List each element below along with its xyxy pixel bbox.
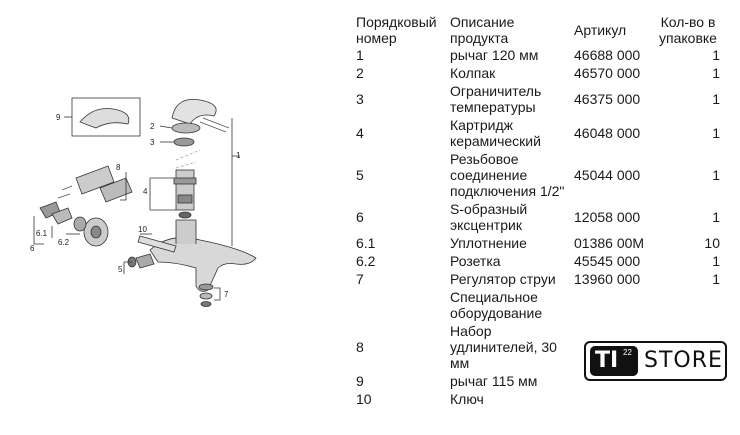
header-quantity: Кол-во в упаковке — [659, 14, 717, 46]
row-article: 45545 000 — [574, 253, 641, 269]
callout-6: 6 — [30, 244, 35, 253]
callout-5: 5 — [118, 265, 123, 274]
row-article — [574, 288, 656, 322]
cap-part — [172, 123, 200, 133]
row-quantity: 1 — [712, 65, 720, 81]
row-description: рычаг 120 мм — [450, 47, 539, 63]
row-description: Уплотнение — [450, 235, 527, 251]
threaded-connection-part — [136, 254, 154, 268]
table-row — [356, 82, 720, 116]
row-description: Резьбовое соединение подключения 1/2" — [450, 151, 565, 199]
row-quantity: 1 — [712, 253, 720, 269]
row-quantity — [656, 390, 720, 408]
logo-mark — [590, 346, 638, 376]
row-quantity: 1 — [712, 47, 720, 63]
table-row — [356, 200, 720, 234]
row-quantity: 1 — [712, 91, 720, 107]
row-number: 6.2 — [356, 253, 376, 269]
row-number: 7 — [356, 271, 364, 287]
row-article: 46688 000 — [574, 47, 641, 63]
cartridge-part — [176, 170, 194, 210]
row-number: 6 — [356, 209, 364, 225]
row-description: S-образный эксцентрик — [450, 201, 528, 233]
row-description: Регулятор струи — [450, 271, 556, 287]
row-article: 12058 000 — [574, 209, 641, 225]
row-description: Картридж керамический — [450, 117, 541, 149]
row-number: 4 — [356, 125, 364, 141]
temperature-limiter-part — [174, 138, 194, 146]
row-quantity: 1 — [712, 167, 720, 183]
row-description: рычаг 115 мм — [450, 373, 538, 389]
row-number: 8 — [356, 339, 364, 355]
callout-8: 8 — [116, 163, 121, 172]
callout-10: 10 — [138, 225, 147, 234]
row-number — [356, 288, 450, 322]
callout-2: 2 — [150, 122, 155, 131]
aerator-part — [199, 284, 213, 290]
row-quantity: 1 — [712, 209, 720, 225]
row-quantity: 1 — [712, 271, 720, 287]
table-row — [356, 46, 720, 64]
callout-9: 9 — [56, 113, 61, 122]
logo-superscript: 22 — [623, 348, 632, 357]
row-description: Ключ — [450, 391, 484, 407]
callout-7: 7 — [224, 290, 229, 299]
table-row — [356, 390, 720, 408]
row-article: 46375 000 — [574, 91, 641, 107]
table-row — [356, 64, 720, 82]
row-quantity — [656, 288, 720, 322]
ti-store-logo — [584, 341, 727, 381]
row-description: Колпак — [450, 65, 496, 81]
row-article: 13960 000 — [574, 271, 641, 287]
callout-4: 4 — [143, 187, 148, 196]
row-description: Специальное оборудование — [450, 289, 543, 321]
callout-6-2: 6.2 — [58, 238, 70, 247]
row-number: 1 — [356, 47, 364, 63]
row-description: Набор удлинителей, 30 мм — [450, 323, 557, 371]
header-number: Порядковый номер — [356, 14, 437, 46]
row-number: 6.1 — [356, 235, 376, 251]
row-quantity: 10 — [704, 235, 720, 251]
row-description: Ограничитель температуры — [450, 83, 542, 115]
row-quantity: 1 — [712, 125, 720, 141]
row-article: 46570 000 — [574, 65, 641, 81]
table-row — [356, 252, 720, 270]
row-number: 9 — [356, 373, 364, 389]
logo-ti-text: TI — [595, 348, 619, 373]
callout-1: 1 — [236, 151, 241, 160]
table-row — [356, 270, 720, 288]
screwdriver-part — [200, 118, 229, 132]
exploded-parts-diagram — [0, 0, 350, 435]
table-row — [356, 116, 720, 150]
logo-store-text: STORE — [644, 348, 723, 373]
row-number: 10 — [356, 391, 372, 407]
row-article: 45044 000 — [574, 167, 641, 183]
header-article: Артикул — [574, 22, 627, 38]
table-row — [356, 234, 720, 252]
row-number: 2 — [356, 65, 364, 81]
row-description: Розетка — [450, 253, 501, 269]
table-row — [356, 288, 720, 322]
table-row — [356, 150, 720, 200]
row-article: 46048 000 — [574, 125, 641, 141]
row-number: 3 — [356, 91, 364, 107]
table-header-row — [356, 14, 720, 46]
callout-6-1: 6.1 — [36, 229, 48, 238]
callout-3: 3 — [150, 138, 155, 147]
row-article: 01386 00M — [574, 235, 645, 251]
row-number: 5 — [356, 167, 364, 183]
header-description: Описание продукта — [450, 14, 515, 46]
row-article — [574, 390, 656, 408]
